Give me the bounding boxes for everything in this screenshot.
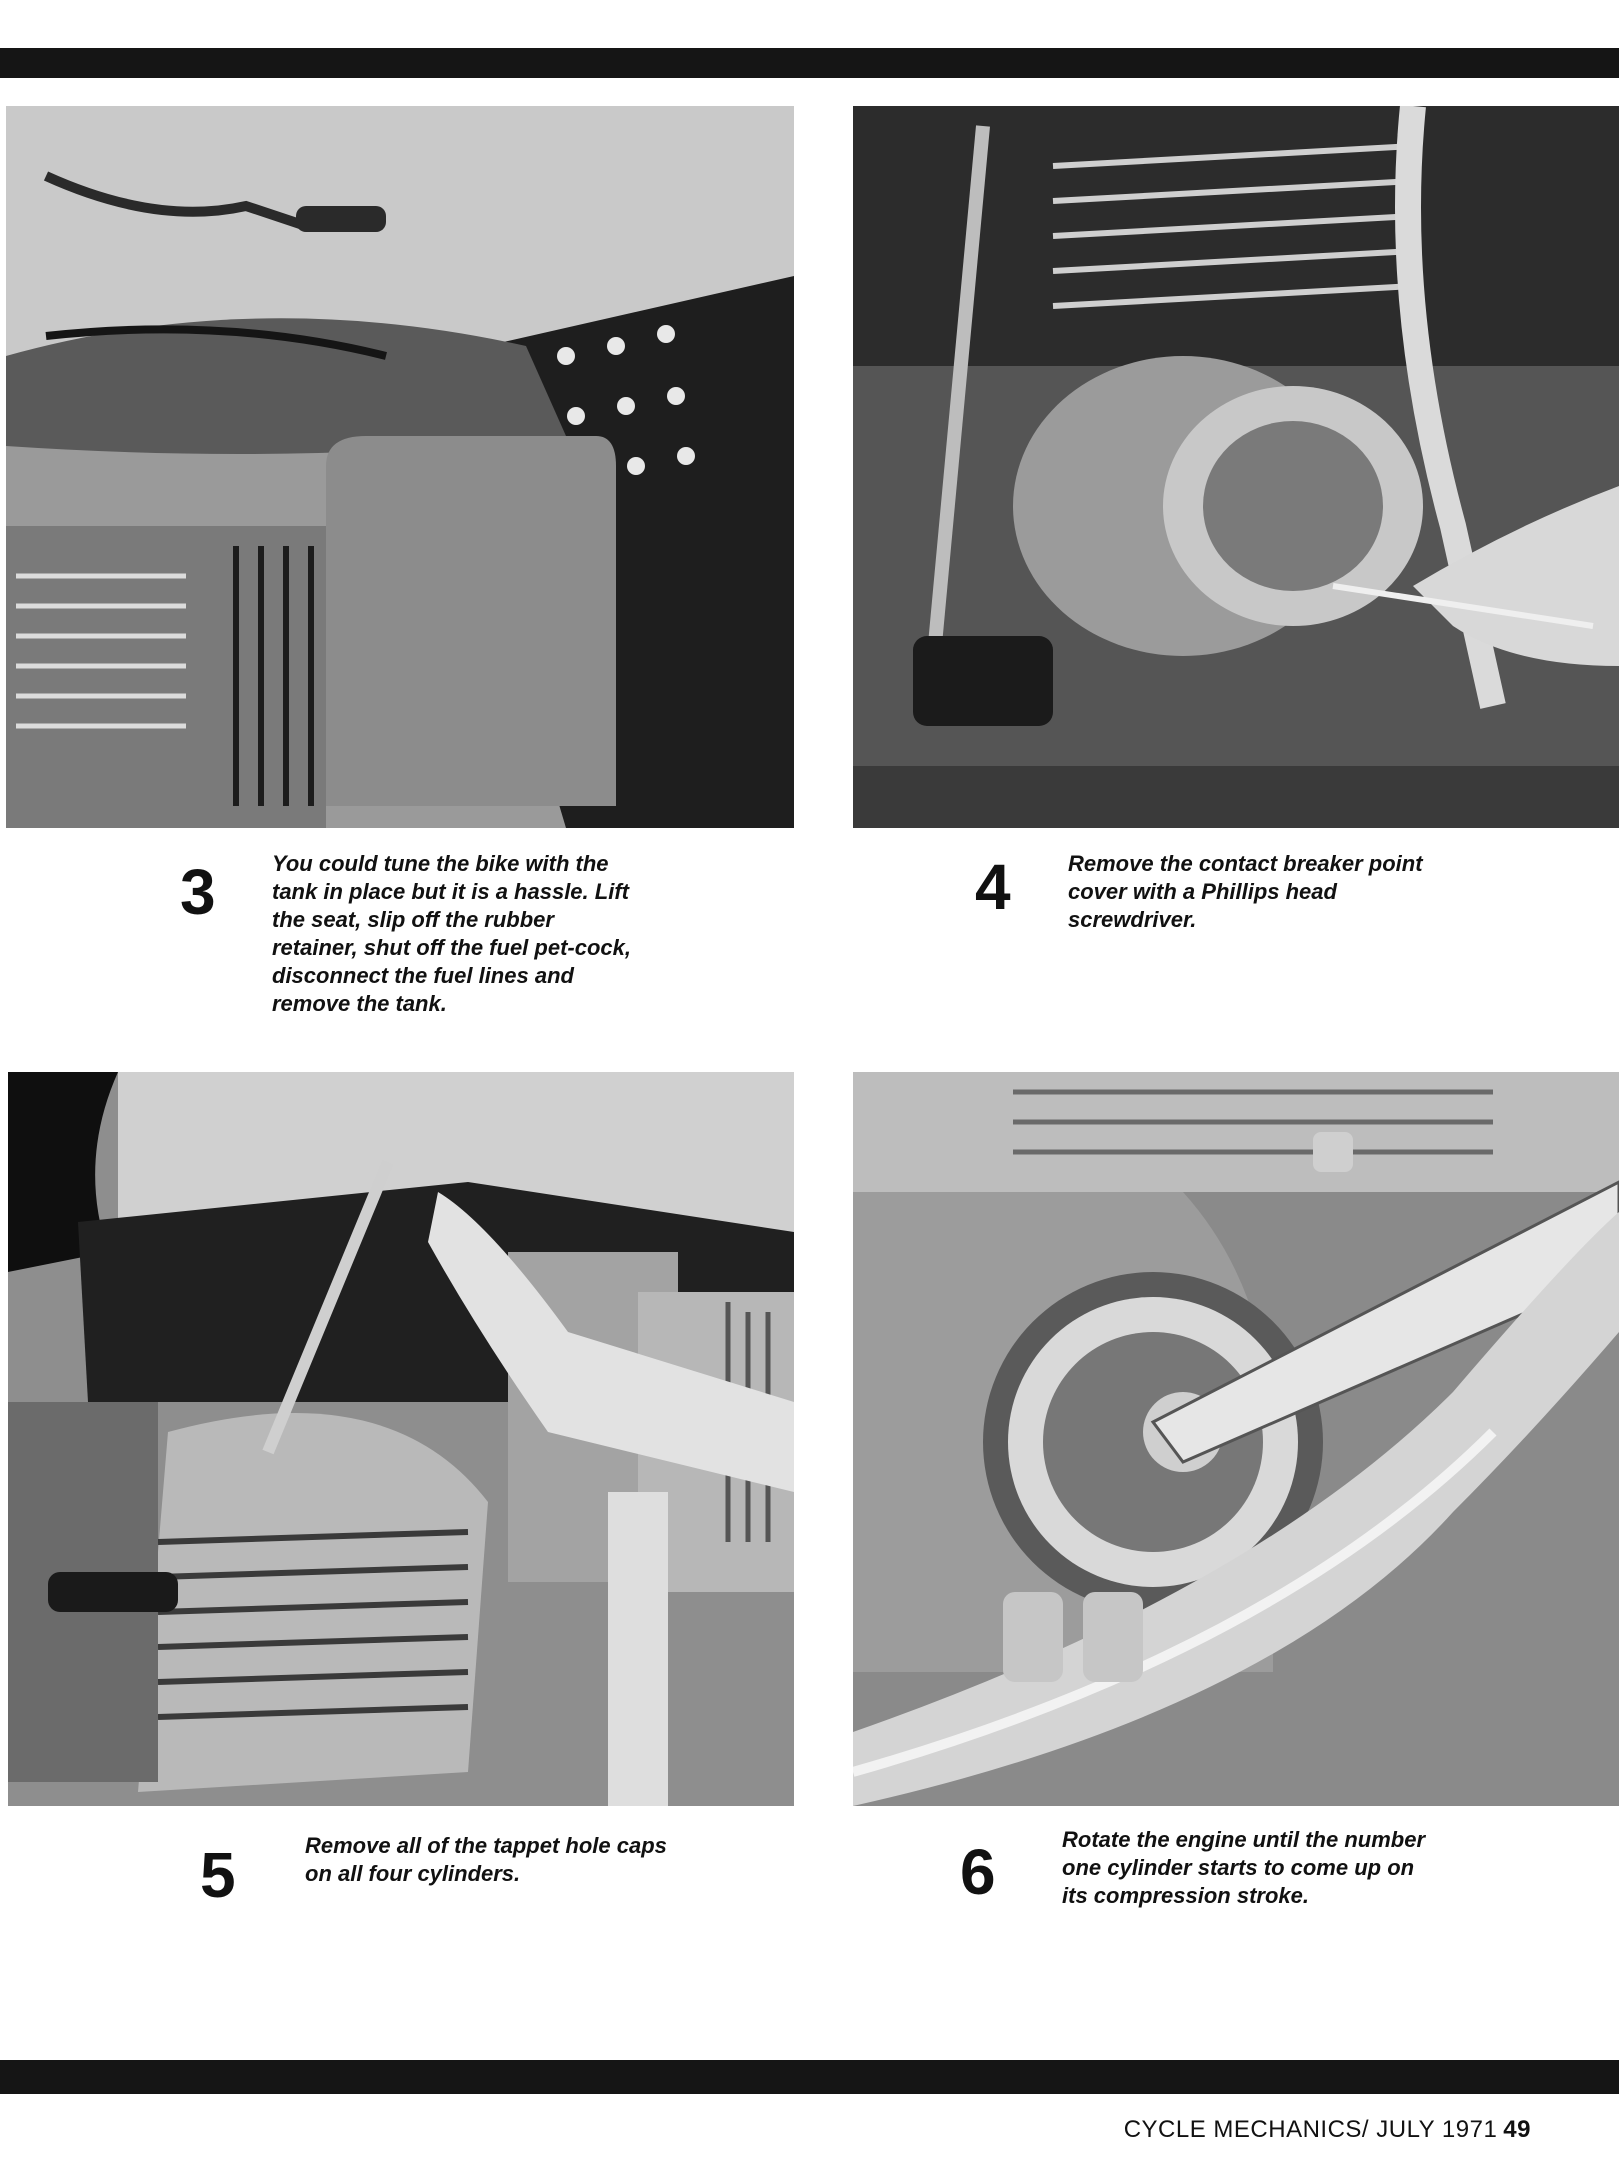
breaker-point-cover-photo <box>853 106 1619 828</box>
page-number: 49 <box>1503 2116 1531 2143</box>
step-caption-3: You could tune the bike with the tank in place but it is a hassle. Lift the seat, slip off the rubber retainer, shut off the fuel pet-cock, disconnect the fuel lines and remove the tank. <box>272 851 631 1016</box>
step-number-3: 3 <box>180 856 216 928</box>
bottom-rule <box>0 2060 1619 2094</box>
publication-line: CYCLE MECHANICS/ JULY 1971 <box>1123 2116 1498 2143</box>
step-number-4: 4 <box>975 851 1011 923</box>
page-footer <box>1124 2116 1531 2144</box>
step-caption-4: Remove the contact breaker point cover with a Phillips head screwdriver. <box>1068 851 1423 932</box>
tappet-caps-photo <box>8 1072 794 1806</box>
step-number-5: 5 <box>200 1839 236 1911</box>
step-caption-5: Remove all of the tappet hole caps on all four cylinders. <box>305 1833 667 1886</box>
step-caption-6: Rotate the engine until the number one cylinder starts to come up on its compression stroke. <box>1062 1827 1426 1908</box>
engine-rotation-photo <box>853 1072 1619 1806</box>
motorcycle-tank-photo <box>6 106 794 828</box>
top-rule <box>0 48 1619 78</box>
step-number-6: 6 <box>960 1836 996 1908</box>
